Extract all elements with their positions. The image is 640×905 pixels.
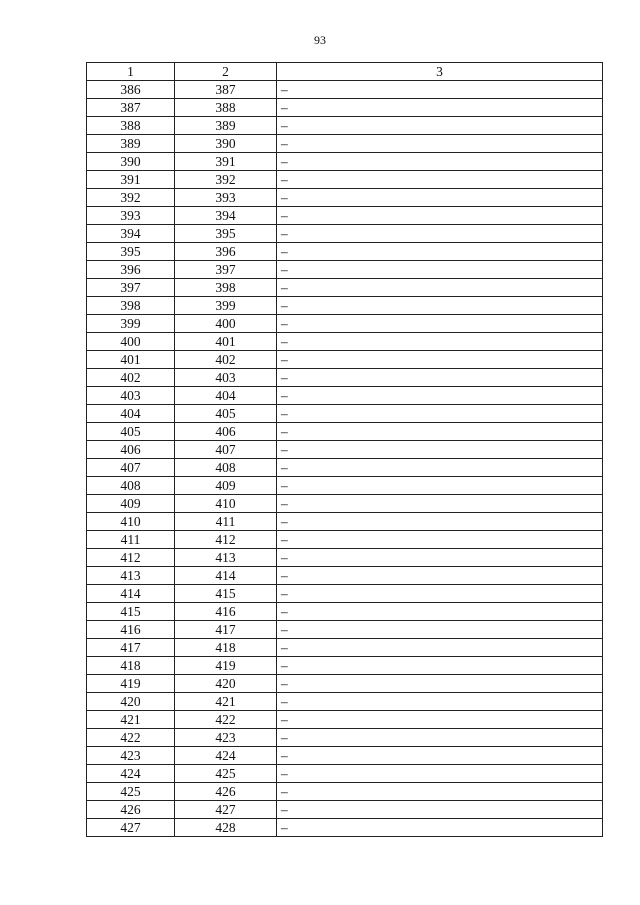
table-cell-col2: 394 (175, 207, 277, 225)
table-cell-col3: – (277, 729, 603, 747)
table-cell-col1: 419 (87, 675, 175, 693)
table-cell-col3: – (277, 279, 603, 297)
table-cell-col2: 400 (175, 315, 277, 333)
table-cell-col3: – (277, 81, 603, 99)
table-cell-col1: 395 (87, 243, 175, 261)
column-header-1: 1 (87, 63, 175, 81)
table-row (87, 477, 603, 495)
page-number: 93 (314, 33, 326, 47)
table-row (87, 747, 603, 765)
table-row (87, 297, 603, 315)
column-header-3: 3 (277, 63, 603, 81)
table-cell-col3: – (277, 549, 603, 567)
table-row (87, 639, 603, 657)
table-cell-col3: – (277, 369, 603, 387)
table-row (87, 495, 603, 513)
table-cell-col1: 413 (87, 567, 175, 585)
table-cell-col3: – (277, 441, 603, 459)
table-cell-col2: 414 (175, 567, 277, 585)
table-cell-col1: 388 (87, 117, 175, 135)
table-row (87, 387, 603, 405)
data-table (86, 62, 603, 837)
table-cell-col2: 402 (175, 351, 277, 369)
table-cell-col3: – (277, 207, 603, 225)
table-cell-col1: 423 (87, 747, 175, 765)
table-cell-col3: – (277, 189, 603, 207)
table-cell-col2: 406 (175, 423, 277, 441)
table-cell-col2: 411 (175, 513, 277, 531)
table-cell-col2: 399 (175, 297, 277, 315)
table-cell-col1: 390 (87, 153, 175, 171)
table-row (87, 531, 603, 549)
table-cell-col2: 395 (175, 225, 277, 243)
table-cell-col3: – (277, 117, 603, 135)
table-cell-col2: 424 (175, 747, 277, 765)
table-row (87, 207, 603, 225)
table-cell-col3: – (277, 315, 603, 333)
table-cell-col1: 416 (87, 621, 175, 639)
table-cell-col2: 388 (175, 99, 277, 117)
table-cell-col2: 421 (175, 693, 277, 711)
table-cell-col3: – (277, 747, 603, 765)
table-cell-col1: 399 (87, 315, 175, 333)
table-cell-col2: 425 (175, 765, 277, 783)
table-cell-col3: – (277, 531, 603, 549)
table-cell-col1: 414 (87, 585, 175, 603)
table-cell-col3: – (277, 225, 603, 243)
table-cell-col2: 398 (175, 279, 277, 297)
table-cell-col1: 410 (87, 513, 175, 531)
table-cell-col1: 392 (87, 189, 175, 207)
table-cell-col1: 398 (87, 297, 175, 315)
table-row (87, 135, 603, 153)
table-cell-col1: 391 (87, 171, 175, 189)
table-cell-col2: 405 (175, 405, 277, 423)
table-cell-col1: 403 (87, 387, 175, 405)
table-cell-col3: – (277, 333, 603, 351)
table-row (87, 405, 603, 423)
table-cell-col3: – (277, 351, 603, 369)
table-cell-col2: 403 (175, 369, 277, 387)
table-cell-col2: 390 (175, 135, 277, 153)
table-cell-col1: 421 (87, 711, 175, 729)
table-cell-col1: 386 (87, 81, 175, 99)
table-cell-col1: 393 (87, 207, 175, 225)
table-cell-col3: – (277, 405, 603, 423)
table-cell-col2: 428 (175, 819, 277, 837)
table-body (87, 81, 603, 837)
table-row (87, 765, 603, 783)
table-row (87, 801, 603, 819)
table-cell-col1: 401 (87, 351, 175, 369)
table-cell-col2: 413 (175, 549, 277, 567)
table-row (87, 621, 603, 639)
table-cell-col1: 389 (87, 135, 175, 153)
table-row (87, 603, 603, 621)
table-row (87, 693, 603, 711)
table-cell-col2: 397 (175, 261, 277, 279)
table-cell-col1: 397 (87, 279, 175, 297)
table-cell-col2: 416 (175, 603, 277, 621)
table-cell-col3: – (277, 153, 603, 171)
table-cell-col3: – (277, 819, 603, 837)
table-cell-col1: 415 (87, 603, 175, 621)
table-row (87, 567, 603, 585)
table-cell-col2: 391 (175, 153, 277, 171)
table-cell-col3: – (277, 135, 603, 153)
table-cell-col1: 408 (87, 477, 175, 495)
table-row (87, 333, 603, 351)
table-cell-col2: 410 (175, 495, 277, 513)
table-cell-col3: – (277, 675, 603, 693)
table-cell-col2: 423 (175, 729, 277, 747)
table-row (87, 279, 603, 297)
table-row (87, 549, 603, 567)
table-cell-col1: 420 (87, 693, 175, 711)
table-cell-col1: 417 (87, 639, 175, 657)
table-row (87, 459, 603, 477)
table-cell-col3: – (277, 459, 603, 477)
table-cell-col3: – (277, 99, 603, 117)
table-cell-col1: 406 (87, 441, 175, 459)
table-row (87, 117, 603, 135)
table-cell-col2: 401 (175, 333, 277, 351)
table-row (87, 585, 603, 603)
table-row (87, 423, 603, 441)
table-cell-col2: 392 (175, 171, 277, 189)
table-row (87, 315, 603, 333)
table-cell-col3: – (277, 603, 603, 621)
table-cell-col3: – (277, 387, 603, 405)
table-row (87, 225, 603, 243)
table-row (87, 513, 603, 531)
table-cell-col2: 427 (175, 801, 277, 819)
table-row (87, 261, 603, 279)
table-cell-col1: 394 (87, 225, 175, 243)
table-cell-col1: 407 (87, 459, 175, 477)
table-cell-col2: 415 (175, 585, 277, 603)
table-cell-col2: 389 (175, 117, 277, 135)
table-row (87, 171, 603, 189)
table-cell-col1: 422 (87, 729, 175, 747)
table-cell-col2: 407 (175, 441, 277, 459)
table-cell-col3: – (277, 621, 603, 639)
table-cell-col3: – (277, 711, 603, 729)
table-cell-col3: – (277, 495, 603, 513)
table-row (87, 675, 603, 693)
table-row (87, 351, 603, 369)
table-cell-col2: 419 (175, 657, 277, 675)
table-cell-col3: – (277, 693, 603, 711)
table-cell-col3: – (277, 657, 603, 675)
table-cell-col2: 396 (175, 243, 277, 261)
table-cell-col2: 420 (175, 675, 277, 693)
table-cell-col1: 425 (87, 783, 175, 801)
table-cell-col1: 396 (87, 261, 175, 279)
table-cell-col1: 402 (87, 369, 175, 387)
table-cell-col3: – (277, 171, 603, 189)
table-cell-col1: 412 (87, 549, 175, 567)
table-cell-col2: 409 (175, 477, 277, 495)
table-cell-col2: 387 (175, 81, 277, 99)
table-row (87, 81, 603, 99)
table-row (87, 243, 603, 261)
table-cell-col2: 422 (175, 711, 277, 729)
table-cell-col3: – (277, 639, 603, 657)
table-cell-col2: 393 (175, 189, 277, 207)
table-cell-col1: 400 (87, 333, 175, 351)
table-row (87, 819, 603, 837)
table-header-row (87, 63, 603, 81)
table-cell-col3: – (277, 243, 603, 261)
table-cell-col3: – (277, 783, 603, 801)
table-cell-col2: 426 (175, 783, 277, 801)
table-cell-col1: 424 (87, 765, 175, 783)
table-row (87, 729, 603, 747)
table-cell-col3: – (277, 801, 603, 819)
table-row (87, 369, 603, 387)
table-cell-col3: – (277, 261, 603, 279)
table-cell-col3: – (277, 567, 603, 585)
table-cell-col1: 409 (87, 495, 175, 513)
table-cell-col2: 408 (175, 459, 277, 477)
table-cell-col1: 427 (87, 819, 175, 837)
table-cell-col1: 411 (87, 531, 175, 549)
table-row (87, 153, 603, 171)
table-cell-col3: – (277, 513, 603, 531)
table-cell-col1: 426 (87, 801, 175, 819)
table-cell-col1: 404 (87, 405, 175, 423)
table-cell-col3: – (277, 765, 603, 783)
table-cell-col1: 405 (87, 423, 175, 441)
table-row (87, 99, 603, 117)
table-cell-col1: 387 (87, 99, 175, 117)
table-cell-col1: 418 (87, 657, 175, 675)
table-row (87, 657, 603, 675)
table-row (87, 711, 603, 729)
table-cell-col3: – (277, 423, 603, 441)
table-cell-col3: – (277, 585, 603, 603)
table-cell-col2: 404 (175, 387, 277, 405)
table-cell-col2: 412 (175, 531, 277, 549)
table-row (87, 189, 603, 207)
table-cell-col2: 417 (175, 621, 277, 639)
table-cell-col3: – (277, 477, 603, 495)
table-row (87, 783, 603, 801)
table-cell-col2: 418 (175, 639, 277, 657)
table-cell-col3: – (277, 297, 603, 315)
table-row (87, 441, 603, 459)
column-header-2: 2 (175, 63, 277, 81)
